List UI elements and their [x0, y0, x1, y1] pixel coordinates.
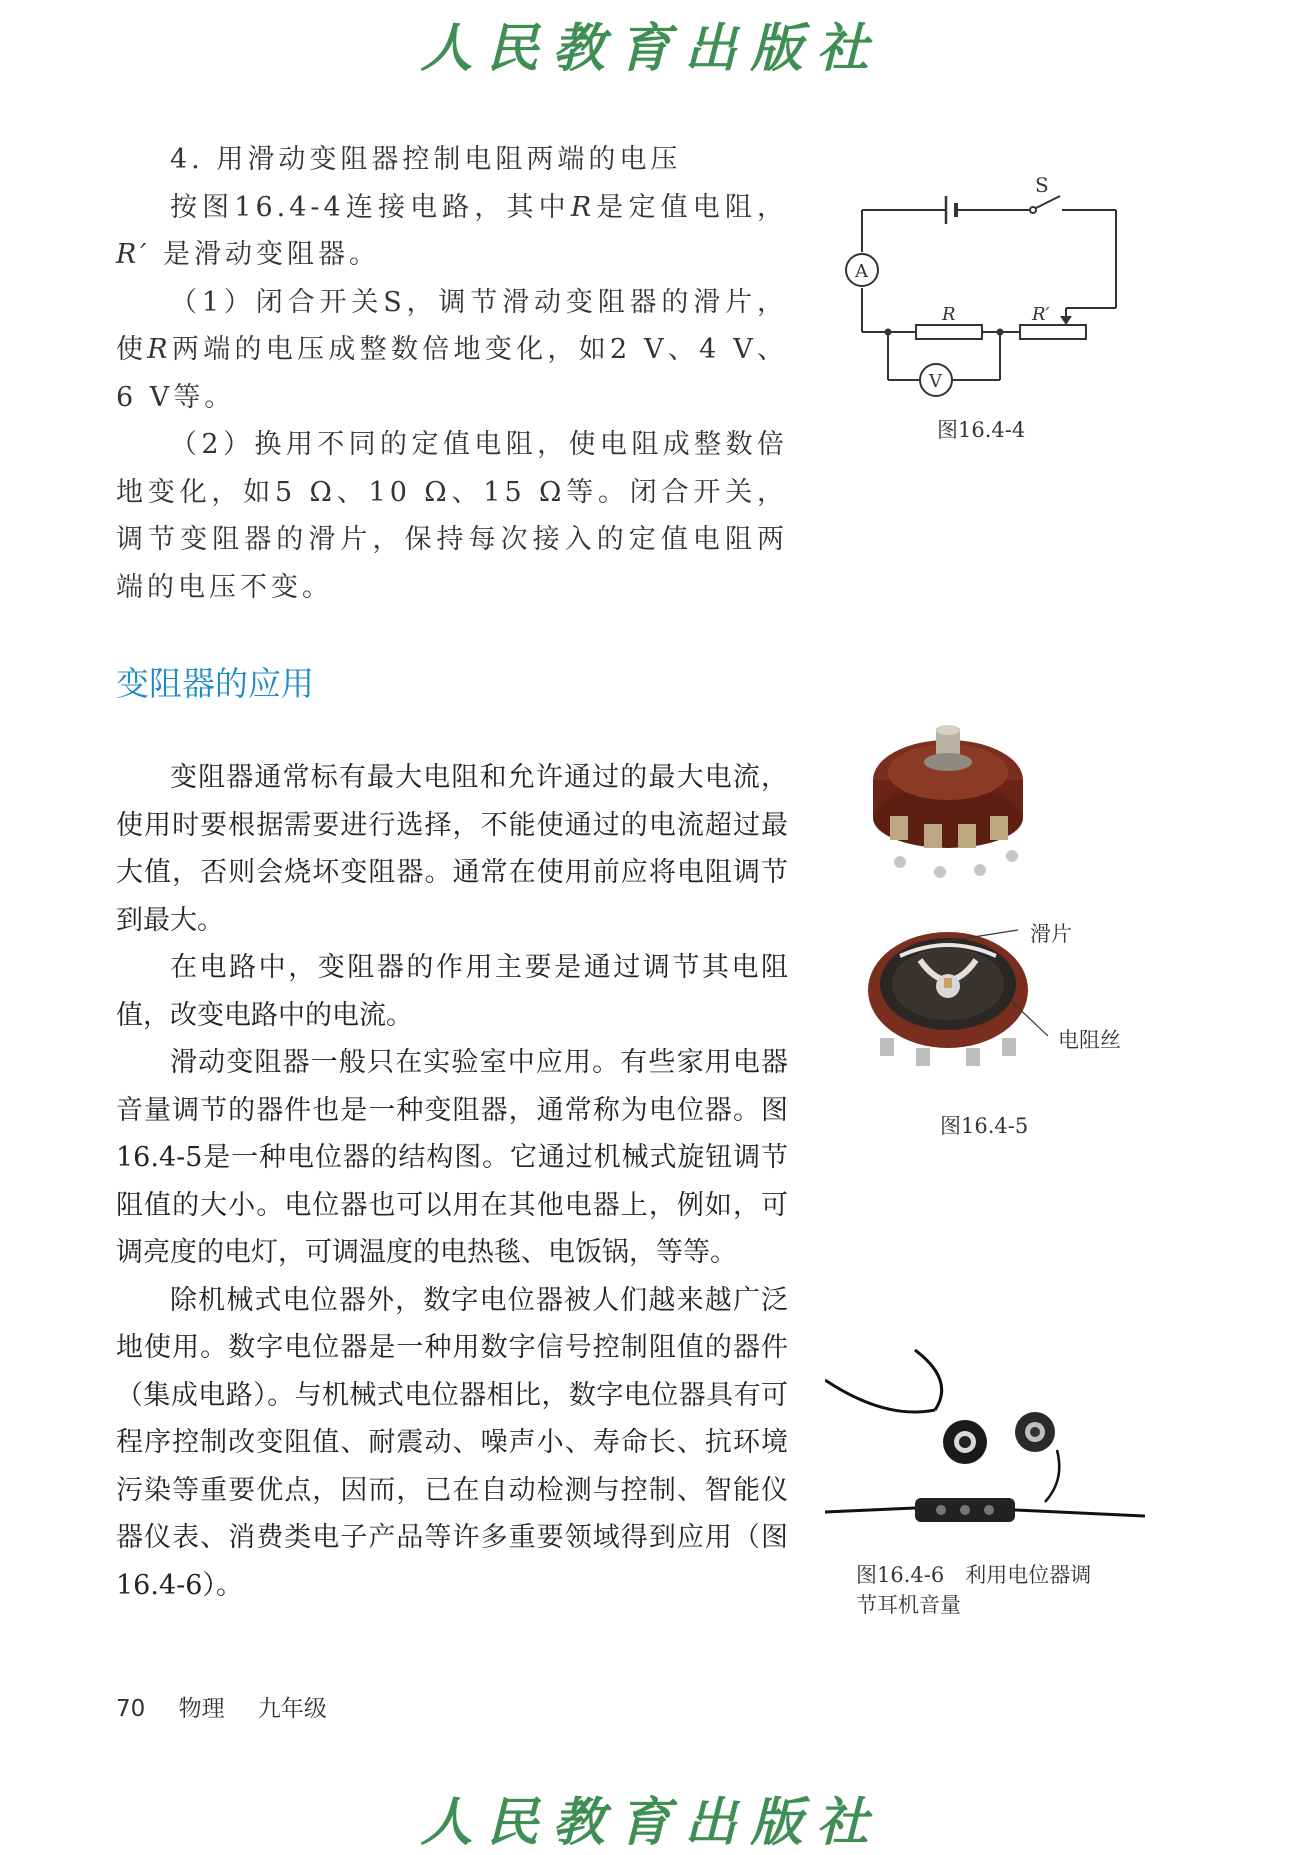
experiment-block	[116, 136, 788, 611]
slider-label: 滑片	[1030, 922, 1072, 946]
potentiometer-exterior-image	[860, 720, 1040, 890]
ammeter-label: A	[855, 261, 868, 282]
section-paragraph-4: 除机械式电位器外，数字电位器被人们越来越广泛地使用。数字电位器是一种用数字信号控制阻值的器件（集成电路）。与机械式电位器相比，数字电位器具有可程序控制改变阻值、耐震动、噪声小、寿命长、抗环境污染等重要优点，因而，已在自动检测与控制、智能仪器仪表、消费类电子产品等许多重要领域得到应用（图16.4-6）。	[116, 1284, 788, 1601]
switch-label: S	[1035, 173, 1049, 197]
rheostat-label: R′	[1032, 304, 1050, 325]
experiment-step-2: （2）换用不同的定值电阻，使电阻成整数倍地变化，如5 Ω、10 Ω、15 Ω等。闭合开关，调节变阻器的滑片，保持每次接入的定值电阻两端的电压不变。	[116, 429, 788, 603]
experiment-intro: 按图16.4-4连接电路，其中R是定值电阻，R′ 是滑动变阻器。	[116, 191, 789, 270]
resistance-wire-label: 电阻丝	[1058, 1028, 1121, 1052]
figure-16-4-5-caption: 图16.4-5	[940, 1114, 1029, 1138]
section-paragraph-3: 滑动变阻器一般只在实验室中应用。有些家用电器音量调节的器件也是一种变阻器，通常称为电位器。图16.4-5是一种电位器的结构图。它通过机械式旋钮调节阻值的大小。电位器也可以用在其他电器上，例如，可调亮度的电灯，可调温度的电热毯、电饭锅，等等。	[116, 1047, 788, 1268]
resistor-label: R	[942, 304, 956, 325]
publisher-watermark-bottom: 人民教育出版社	[420, 1792, 883, 1853]
figure-16-4-6-caption: 图16.4-6 利用电位器调 节耳机音量	[856, 1563, 1092, 1617]
experiment-title: 4. 用滑动变阻器控制电阻两端的电压	[170, 144, 682, 175]
footer-subject: 物理	[178, 1696, 225, 1722]
footer-grade: 九年级	[257, 1696, 327, 1722]
section-paragraph-2: 在电路中，变阻器的作用主要是通过调节其电阻值，改变电路中的电流。	[116, 952, 788, 1031]
figure-16-4-4-caption: 图16.4-4	[937, 418, 1026, 442]
section-body	[116, 754, 788, 1609]
earphone-image	[825, 1340, 1145, 1540]
page-number: 70	[116, 1696, 146, 1722]
publisher-watermark-top: 人民教育出版社	[420, 18, 883, 79]
page-footer	[116, 1690, 353, 1723]
circuit-diagram	[840, 170, 1140, 410]
voltmeter-label: V	[929, 371, 942, 392]
section-paragraph-1: 变阻器通常标有最大电阻和允许通过的最大电流，使用时要根据需要进行选择，不能使通过的电流超过最大值，否则会烧坏变阻器。通常在使用前应将电阻调节到最大。	[116, 762, 788, 936]
experiment-step-1: （1）闭合开关S，调节滑动变阻器的滑片，使R两端的电压成整数倍地变化，如2 V、4 V、6 V等。	[116, 286, 788, 413]
section-title: 变阻器的应用	[116, 664, 314, 703]
